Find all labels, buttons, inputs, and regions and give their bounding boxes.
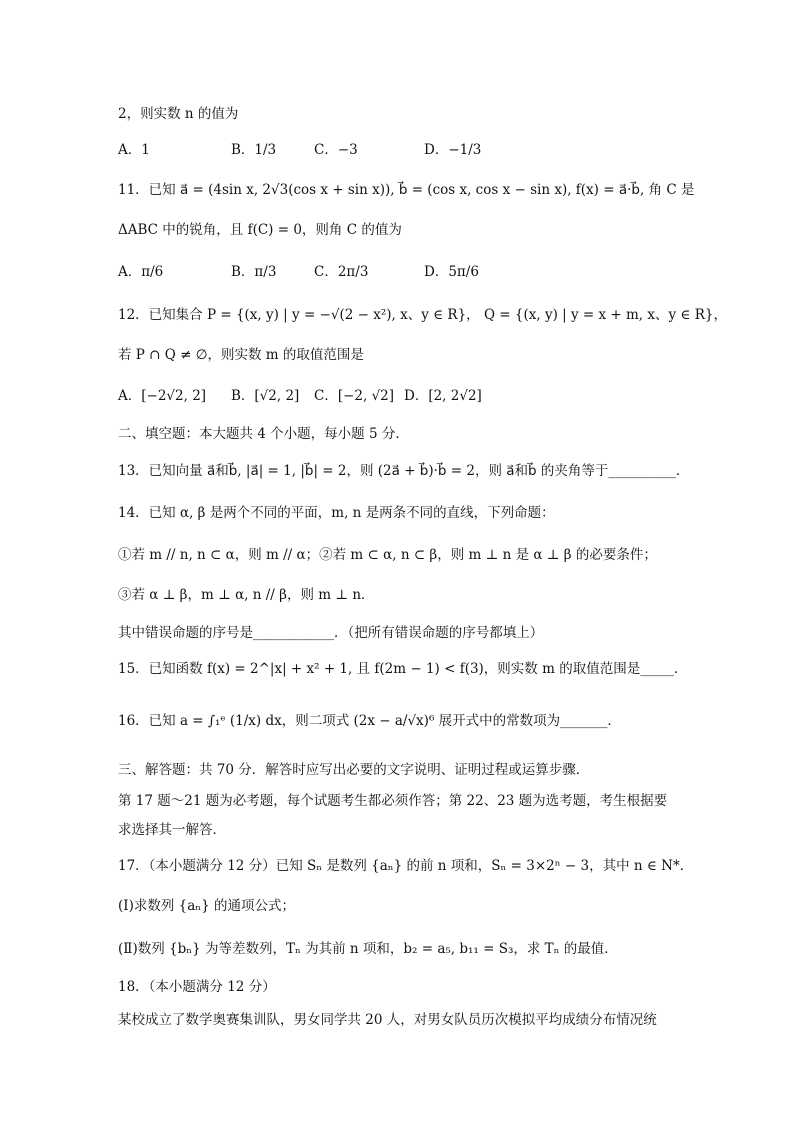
q12-stem-cont: 若 P ∩ Q ≠ ∅，则实数 m 的取值范围是 — [118, 347, 364, 363]
q10-option-a: A．1 — [118, 142, 150, 158]
q12-option-a: A．[−2√2, 2] — [118, 388, 207, 404]
q11-option-b: B．π/3 — [231, 264, 277, 280]
q10-option-c: C．−3 — [314, 142, 358, 158]
q11-stem: 11．已知 a⃗ = (4sin x, 2√3(cos x + sin x)), b⃗ = (cos x, cos x − sin x), f(x) = a⃗·b⃗, 角 C 是 — [118, 182, 695, 198]
q11-option-c: C．2π/3 — [314, 264, 369, 280]
section-solve-note-cont: 求选择其一解答． — [118, 822, 226, 838]
q17-stem: 17．（本小题满分 12 分）已知 Sₙ 是数列 {aₙ} 的前 n 项和，Sₙ = 3×2ⁿ − 3，其中 n ∈ N*． — [118, 858, 694, 874]
q12-option-d: D．[2, 2√2] — [404, 388, 482, 404]
q17-part-2: (Ⅱ)数列 {bₙ} 为等差数列，Tₙ 为其前 n 项和，b₂ = a₅, b₁₁ = S₃，求 Tₙ 的最值． — [118, 941, 618, 957]
q10-option-b: B．1/3 — [231, 142, 277, 158]
q11-stem-cont: ΔABC 中的锐角，且 f(C) = 0，则角 C 的值为 — [118, 222, 402, 238]
q12-option-b: B．[√2, 2] — [231, 388, 300, 404]
section-fill-blank-heading: 二、填空题：本大题共 4 个小题，每小题 5 分． — [118, 426, 409, 442]
q10-stem-end: 2，则实数 n 的值为 — [118, 106, 239, 122]
q13: 13．已知向量 a⃗和b⃗, |a⃗| = 1, |b⃗| = 2，则 (2a⃗ + b⃗)·b⃗ = 2，则 a⃗和b⃗ 的夹角等于__________． — [118, 463, 690, 479]
section-solve-heading: 三、解答题：共 70 分．解答时应写出必要的文字说明、证明过程或运算步骤． — [118, 762, 590, 778]
q11-option-a: A．π/6 — [118, 264, 164, 280]
q11-option-d: D．5π/6 — [424, 264, 479, 280]
q14-question: 其中错误命题的序号是____________．（把所有错误命题的序号都填上） — [118, 625, 544, 641]
q14-stem: 14．已知 α, β 是两个不同的平面，m, n 是两条不同的直线，下列命题： — [118, 505, 555, 521]
q17-part-1: (I)求数列 {aₙ} 的通项公式； — [118, 898, 296, 914]
q14-statement-3: ③若 α ⊥ β，m ⊥ α, n // β，则 m ⊥ n． — [118, 587, 375, 603]
q12-stem: 12．已知集合 P = {(x, y) | y = −√(2 − x²), x、y ∈ R}， Q = {(x, y) | y = x + m, x、y ∈ R}， — [118, 307, 727, 323]
q16: 16．已知 a = ∫₁ᵉ (1/x) dx，则二项式 (2x − a/√x)⁶ 展开式中的常数项为_______． — [118, 713, 621, 729]
q12-option-c: C．[−2, √2] — [314, 388, 395, 404]
q15: 15．已知函数 f(x) = 2^|x| + x² + 1, 且 f(2m − 1) < f(3)，则实数 m 的取值范围是_____． — [118, 661, 688, 677]
q10-option-d: D．−1/3 — [424, 142, 482, 158]
section-solve-note: 第 17 题～21 题为必考题，每个试题考生都必须作答；第 22、23 题为选考题，考生根据要 — [118, 793, 668, 809]
q18-stem: 某校成立了数学奥赛集训队，男女同学共 20 人，对男女队员历次模拟平均成绩分布情况统 — [118, 1012, 657, 1028]
q18-heading: 18．（本小题满分 12 分） — [118, 979, 276, 995]
q14-statements-1-2: ①若 m // n, n ⊂ α，则 m // α；②若 m ⊂ α, n ⊂ β，则 m ⊥ n 是 α ⊥ β 的必要条件； — [118, 547, 657, 563]
